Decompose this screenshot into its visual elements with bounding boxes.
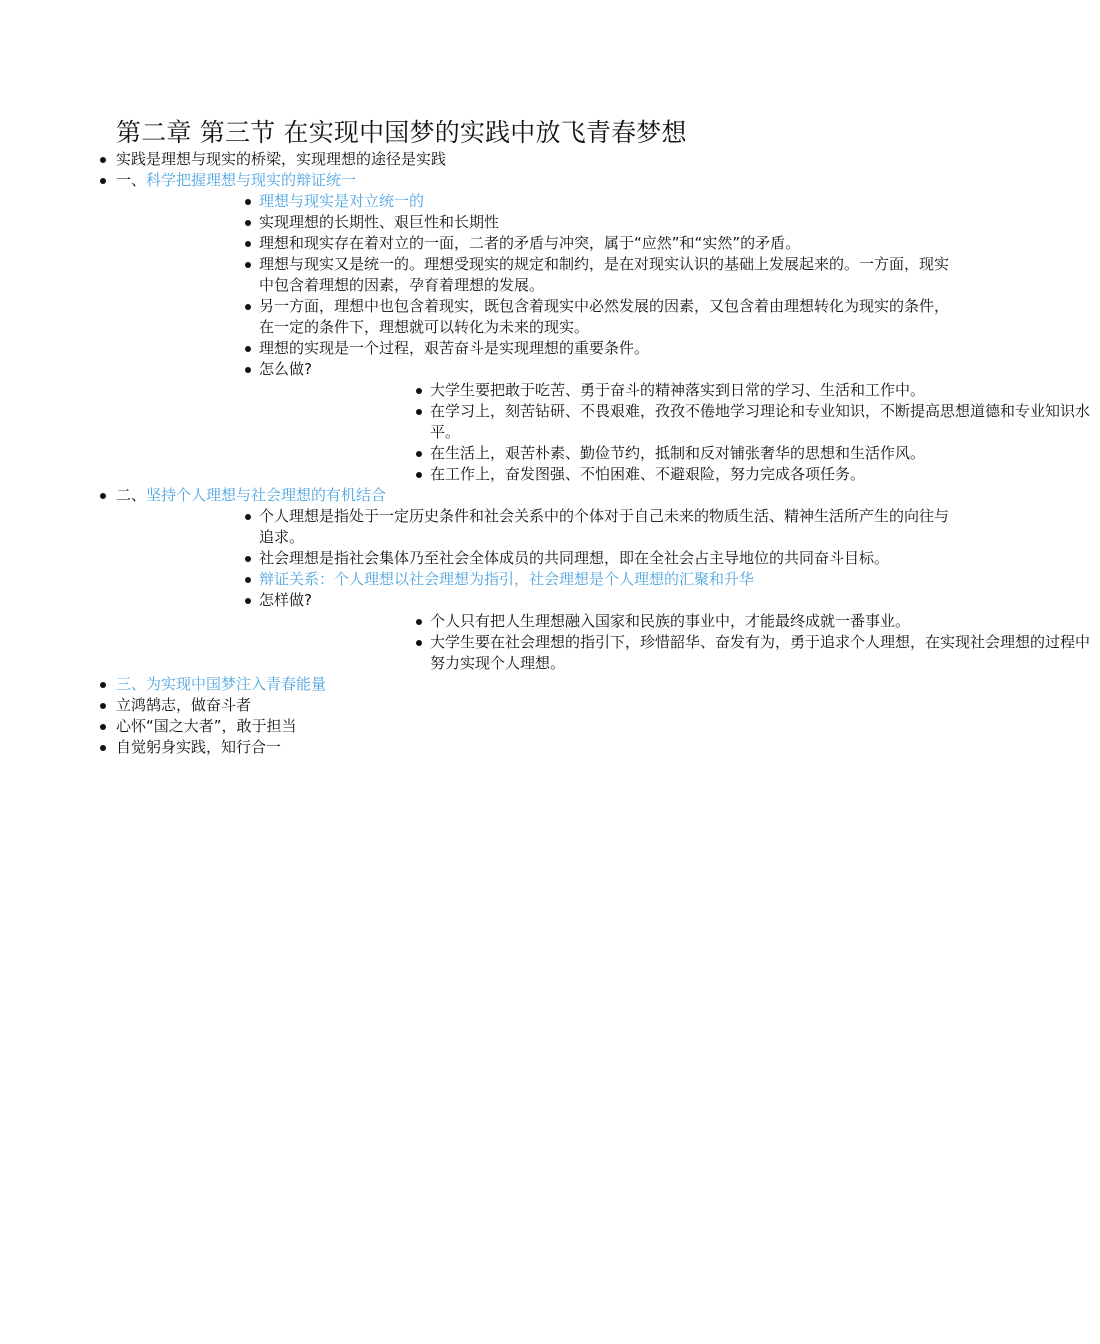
item-text: 自觉躬身实践，知行合一 — [116, 738, 282, 756]
item-text: 怎样做? — [259, 591, 312, 609]
list-item — [116, 548, 959, 569]
item-text: 立鸿鹄志，做奋斗者 — [116, 696, 252, 714]
list-item — [116, 590, 1091, 674]
item-text: 怎么做? — [259, 360, 312, 378]
item-text: 理想和现实存在着对立的一面，二者的矛盾与冲突，属于“应然”和“实然”的矛盾。 — [259, 234, 801, 252]
list-item — [116, 254, 959, 296]
item-text: 理想与现实又是统一的。理想受现实的规定和制约，是在对现实认识的基础上发展起来的。一方面，现实中包含着理想的因素，孕育着理想的发展。 — [259, 255, 950, 294]
outline — [0, 149, 1091, 758]
section-2-prefix: 二、 — [116, 486, 147, 504]
list-item — [0, 716, 836, 737]
item-text: 另一方面，理想中也包含着现实，既包含着现实中必然发展的因素，又包含着由理想转化为现实的条件，在一定的条件下，理想就可以转化为未来的现实。 — [259, 297, 950, 336]
list-item — [259, 380, 1100, 401]
section-1-prefix: 一、 — [116, 171, 147, 189]
list-item — [259, 632, 1100, 674]
item-text[interactable]: 理想与现实是对立统一的 — [259, 192, 425, 210]
list-item — [116, 233, 959, 254]
item-text: 大学生要在社会理想的指引下，珍惜韶华、奋发有为，勇于追求个人理想，在实现社会理想的过程中努力实现个人理想。 — [430, 633, 1091, 672]
section-1-list — [116, 191, 1091, 485]
list-item — [116, 338, 959, 359]
list-item — [0, 149, 836, 170]
section-3-heading-link[interactable]: 三、为实现中国梦注入青春能量 — [116, 675, 327, 693]
list-item — [116, 212, 959, 233]
list-item — [116, 296, 959, 338]
list-item — [259, 401, 1100, 443]
page-title: 第二章 第三节 在实现中国梦的实践中放飞青春梦想 — [116, 118, 687, 147]
item-text: 在生活上，艰苦朴素、勤俭节约，抵制和反对铺张奢华的思想和生活作风。 — [430, 444, 926, 462]
section-2-heading-link[interactable]: 坚持个人理想与社会理想的有机结合 — [146, 486, 387, 504]
list-item — [259, 611, 1100, 632]
section-2-how-list — [259, 611, 1091, 674]
list-item[interactable] — [116, 191, 959, 212]
item-text: 在工作上，奋发图强、不怕困难、不避艰险，努力完成各项任务。 — [430, 465, 866, 483]
list-item — [0, 737, 836, 758]
item-text: 社会理想是指社会集体乃至社会全体成员的共同理想，即在全社会占主导地位的共同奋斗目标。 — [259, 549, 890, 567]
section-2 — [0, 485, 1091, 674]
item-text: 大学生要把敢于吃苦、勇于奋斗的精神落实到日常的学习、生活和工作中。 — [430, 381, 926, 399]
section-1 — [0, 170, 1091, 485]
item-text: 实现理想的长期性、艰巨性和长期性 — [259, 213, 500, 231]
intro-text: 实践是理想与现实的桥梁，实现理想的途径是实践 — [116, 150, 447, 168]
item-text: 心怀“国之大者”，敢于担当 — [116, 717, 297, 735]
outline-list — [0, 149, 1091, 758]
item-text: 理想的实现是一个过程，艰苦奋斗是实现理想的重要条件。 — [259, 339, 650, 357]
item-text: 个人只有把人生理想融入国家和民族的事业中，才能最终成就一番事业。 — [430, 612, 911, 630]
section-2-list — [116, 506, 1091, 674]
item-text[interactable]: 辩证关系：个人理想以社会理想为指引，社会理想是个人理想的汇聚和升华 — [259, 570, 755, 588]
item-text: 个人理想是指处于一定历史条件和社会关系中的个体对于自己未来的物质生活、精神生活所产生的向往与追求。 — [259, 507, 950, 546]
section-1-how-list — [259, 380, 1091, 485]
list-item — [259, 464, 1100, 485]
item-text: 在学习上，刻苦钻研、不畏艰难，孜孜不倦地学习理论和专业知识，不断提高思想道德和专业知识水平。 — [430, 402, 1091, 441]
section-3[interactable] — [0, 674, 836, 695]
list-item — [259, 443, 1100, 464]
section-1-heading-link[interactable]: 科学把握理想与现实的辩证统一 — [146, 171, 357, 189]
list-item — [116, 506, 959, 548]
list-item — [0, 695, 836, 716]
list-item — [116, 359, 1091, 485]
list-item[interactable] — [116, 569, 959, 590]
